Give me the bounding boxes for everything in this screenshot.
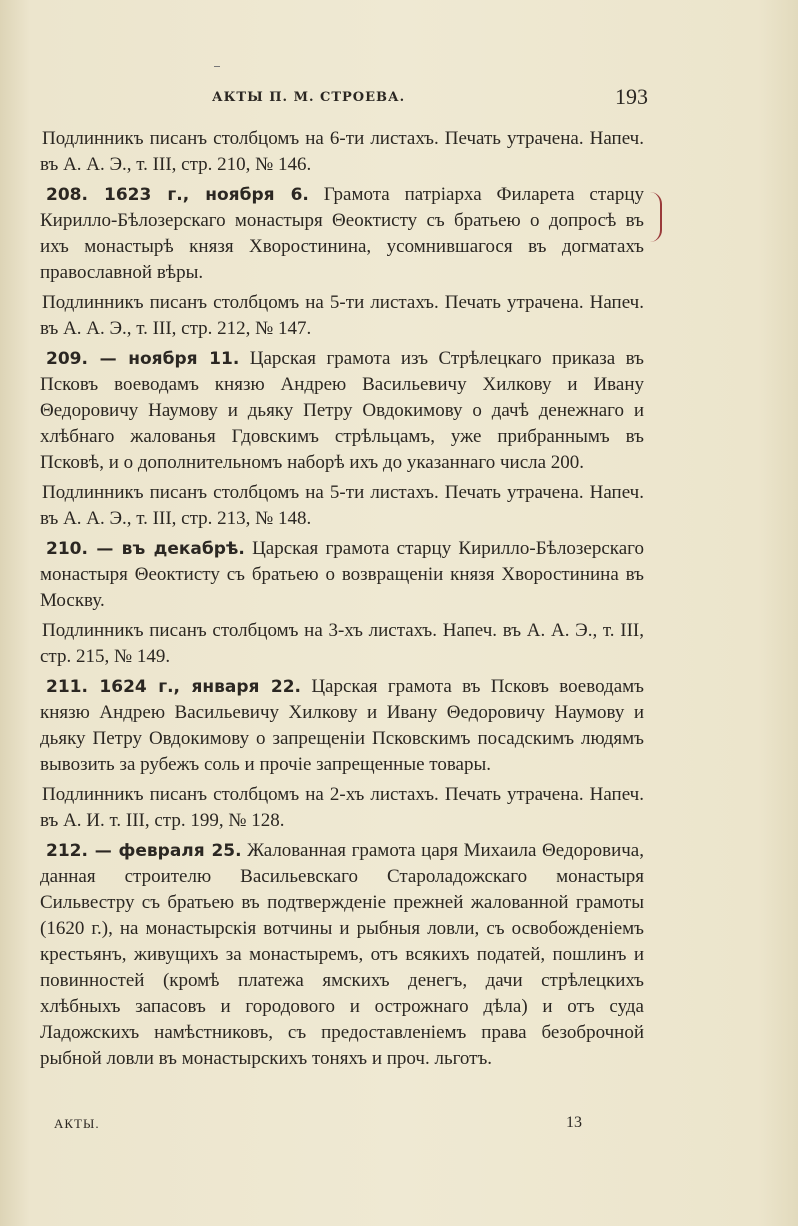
page-header [40,84,648,110]
entry-text: Грамота патріарха Филарета старцу Кирилло-Бѣлозерскаго монастыря Θеоктисту съ братьею о допросѣ въ ихъ монастырѣ князя Хворостинина, усомнившагося въ догматахъ православной вѣры. [40,184,644,283]
catalog-entry [40,182,644,286]
entry-text: Царская грамота изъ Стрѣлецкаго приказа въ Псковъ воеводамъ князю Андрею Васильевичу Хилкову и Ивану Θедоровичу Наумову и дьяку Петру Овдокимову о дачѣ денежнаго и хлѣбнаго жалованья Гдовскимъ стрѣльцамъ, уже прибраннымъ въ Псковѣ, и о дополнительномъ наборѣ ихъ до указаннаго числа 200. [40,348,645,473]
entry-heading: 212. — февраля 25. [46,841,242,861]
entry-heading: 209. — ноября 11. [46,349,240,369]
catalog-entry [40,674,644,778]
running-title: АКТЫ П. М. СТРОЕВА. [212,90,406,105]
source-note: Подлинникъ писанъ столбцомъ на 5-ти листахъ. Печать утрачена. Напеч. въ А. А. Э., т. III, стр. 212, № 147. [40,292,644,339]
source-note: Подлинникъ писанъ столбцомъ на 5-ти листахъ. Печать утрачена. Напеч. въ А. А. Э., т. III, стр. 213, № 148. [40,482,644,529]
page-body [40,126,644,1076]
entry-heading: 208. 1623 г., ноября 6. [46,185,309,205]
entry-heading: 211. 1624 г., января 22. [46,677,302,697]
catalog-entry [40,536,644,614]
margin-bracket-mark [650,192,662,242]
source-note: Подлинникъ писанъ столбцомъ на 3-хъ листахъ. Напеч. въ А. А. Э., т. III, стр. 215, № 149. [40,620,644,667]
entry-text: Царская грамота старцу Кирилло-Бѣлозерскаго монастыря Θеоктисту съ братьею о возвращеніи князя Хворостинина въ Москву. [40,538,644,611]
catalog-entry [40,838,644,1072]
signature-mark: АКТЫ. [54,1116,100,1131]
page-footer [40,1116,644,1136]
source-note: Подлинникъ писанъ столбцомъ на 6-ти листахъ. Печать утрачена. Напеч. въ А. А. Э., т. III, стр. 210, № 146. [40,128,644,175]
entry-heading: 210. — въ декабрѣ. [46,539,245,559]
sheet-number: 13 [566,1114,582,1131]
entry-text: Жалованная грамота царя Михаила Θедоровича, данная строителю Васильевскаго Староладожскаго монастыря Сильвестру съ братьею въ подтвержденіе прежней жалованной грамоты (1620 г.), на монастырскія вотчины и рыбныя ловли, съ освобожденіемъ крестьянъ, живущихъ за монастыремъ, отъ всякихъ податей, пошлинъ и повинностей (кромѣ платежа ямскихъ денегъ, дачи стрѣлецкихъ хлѣбныхъ запасовъ и городового и острожнаго дѣла) и отъ суда Ладожскихъ намѣстниковъ, съ предоставленіемъ права безоброчной рыбной ловли въ монастырскихъ тоняхъ и проч. льготъ. [40,840,644,1069]
source-note: Подлинникъ писанъ столбцомъ на 2-хъ листахъ. Печать утрачена. Напеч. въ А. И. т. III, стр. 199, № 128. [40,784,644,831]
catalog-entry [40,346,644,476]
page-number: 193 [615,84,648,109]
entry-text: Царская грамота въ Псковъ воеводамъ князю Андрею Васильевичу Хилкову и Ивану Θедоровичу Наумову и дьяку Петру Овдокимову о запрещеніи Псковскимъ посадскимъ людямъ вывозить за рубежъ соль и прочіе запрещенные товары. [40,676,644,775]
ink-mark [214,66,220,67]
